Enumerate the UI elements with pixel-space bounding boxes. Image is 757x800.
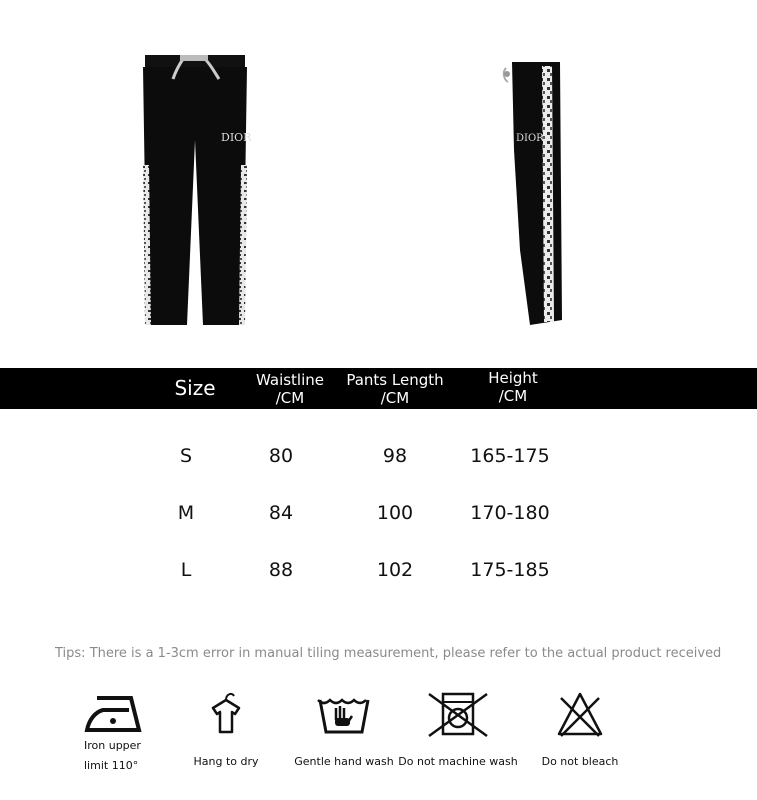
care-label: Hang to dry (193, 755, 259, 768)
cell-size: S (179, 445, 193, 467)
cell-pants: 102 (376, 559, 414, 581)
header-pants-length: Pants Length /CM (346, 371, 444, 407)
pants-side-image (490, 50, 580, 335)
table-row (0, 555, 757, 585)
size-table-header (0, 368, 757, 409)
hang-dry-icon (203, 688, 249, 738)
care-no-bleach (536, 690, 624, 772)
header-waistline: Waistline /CM (256, 371, 324, 407)
cell-waist: 84 (268, 502, 294, 524)
care-iron: Iron upper limit 110° (78, 690, 148, 776)
table-row (0, 498, 757, 528)
cell-waist: 80 (268, 445, 294, 467)
cell-pants: 98 (382, 445, 408, 467)
cell-height: 165-175 (470, 445, 550, 467)
pants-front-image (135, 45, 255, 335)
cell-height: 170-180 (470, 502, 550, 524)
no-bleach-icon (555, 690, 605, 740)
care-label: Do not machine wash (398, 755, 518, 768)
header-height: Height /CM (488, 369, 538, 405)
cell-size: M (177, 502, 195, 524)
hand-wash-icon (314, 690, 374, 740)
measurement-tips: Tips: There is a 1-3cm error in manual tiling measurement, please refer to the actual product received (55, 646, 722, 661)
care-label: Do not bleach (541, 755, 619, 768)
care-hang-dry (186, 688, 266, 772)
cell-size: L (180, 559, 192, 581)
cell-height: 175-185 (470, 559, 550, 581)
cell-pants: 100 (376, 502, 414, 524)
header-size: Size (174, 376, 216, 400)
iron-icon (83, 690, 143, 736)
care-label: Gentle hand wash (294, 755, 394, 768)
brand-logo-side: DIOR (516, 133, 544, 144)
brand-logo: DIOR (221, 131, 252, 144)
no-machine-wash-icon (425, 690, 491, 740)
care-no-machine-wash (398, 690, 518, 772)
cell-waist: 88 (268, 559, 294, 581)
care-hand-wash (292, 690, 396, 772)
table-row (0, 441, 757, 471)
